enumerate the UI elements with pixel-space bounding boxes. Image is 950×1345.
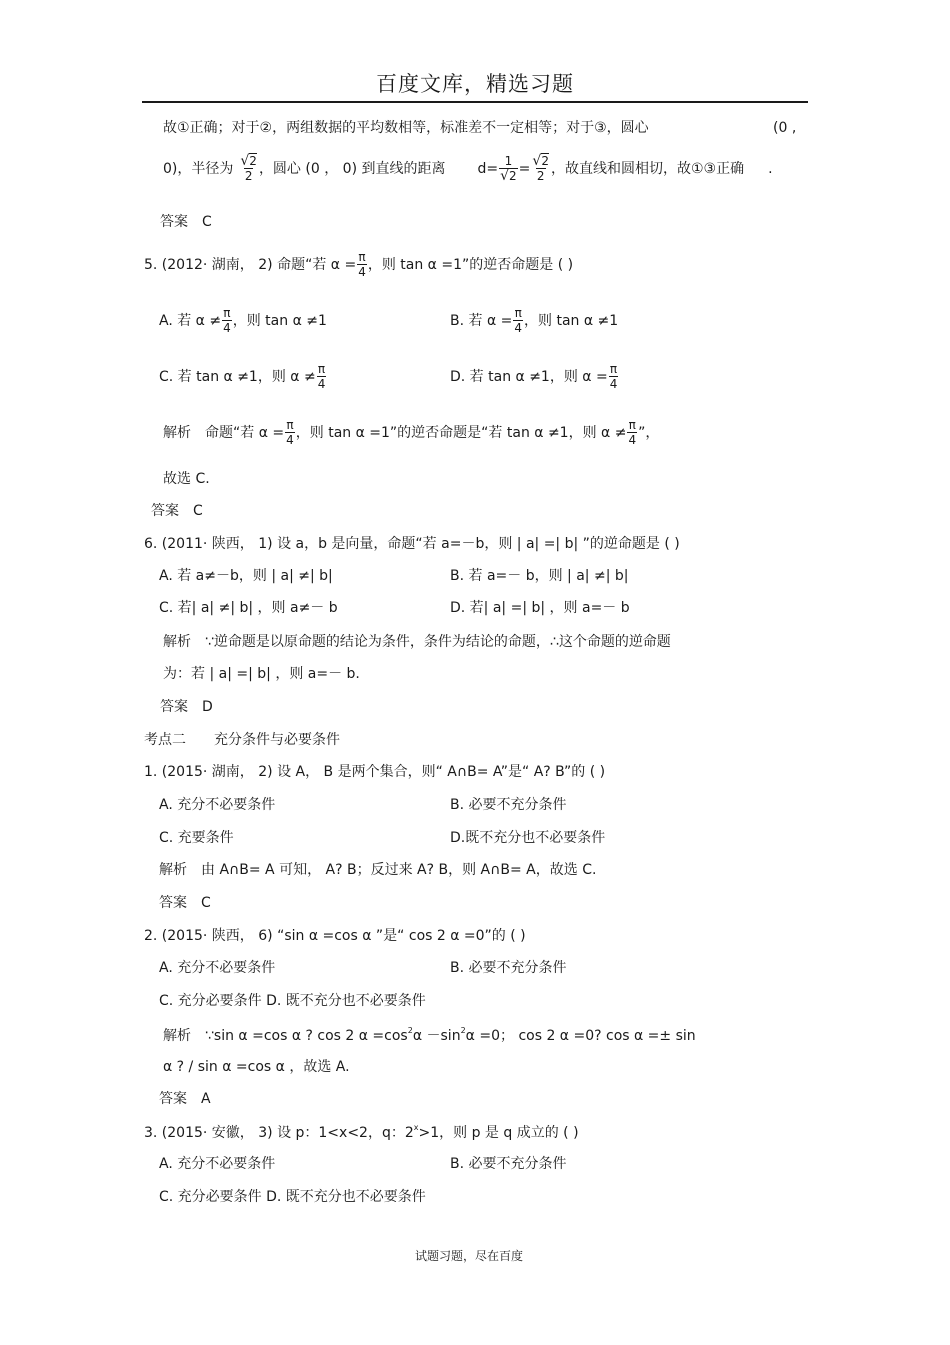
option-b [450, 306, 618, 335]
text-fragment: ，圆心 (0 ， 0) 到直线的距离 [258, 160, 446, 177]
explanation-line: 为：若 | a| =| b| ，则 a=－ b. [163, 666, 360, 682]
page-header-title: 百度文库，精选习题 [376, 72, 574, 96]
question-stem [144, 250, 573, 279]
text-fragment: B. 若 α = [450, 312, 513, 329]
option-a: A. 充分不必要条件 [159, 1156, 276, 1172]
question-stem: 1. (2015· 湖南， 2) 设 A， B 是两个集合，则“ A∩B= A”是“ A? B”的 ( ) [144, 764, 606, 780]
option-a: A. 若 a≠－b，则 | a| ≠| b| [159, 568, 333, 584]
text-fragment: ，则 tan α =1”的逆否命题是“若 tan α ≠1，则 α ≠ [295, 424, 627, 441]
question-stem: 2. (2015· 陕西， 6) “sin α =cos α ”是“ cos 2 α =0”的 ( ) [144, 928, 526, 944]
option-b: B. 必要不充分条件 [450, 960, 567, 976]
option-d [450, 362, 619, 391]
text-fragment: >1，则 p 是 q 成立的 ( ) [418, 1125, 579, 1141]
explanation-line [163, 418, 659, 447]
answer-line: 答案 C [159, 895, 211, 911]
question-stem [144, 1124, 579, 1140]
text-fragment: ，则 tan α ≠1 [524, 312, 619, 329]
option-c [159, 362, 327, 391]
answer-line: 答案 D [160, 699, 213, 715]
option-d: D. 若| a| =| b| ，则 a=－ b [450, 600, 630, 616]
text-fragment: ，故直线和圆相切，故①③正确 [550, 160, 745, 177]
text-fragment: 5. (2012· 湖南， 2) 命题“若 α = [144, 256, 357, 273]
fraction-pi-over-4: $\frac{\pi}{4}$ [628, 418, 637, 447]
fraction-1-over-sqrt2: $\frac{1}{√2}$ [500, 154, 517, 184]
option-c: C. 若| a| ≠| b| ，则 a≠－ b [159, 600, 338, 616]
options-c-d: C. 充分必要条件 D. 既不充分也不必要条件 [159, 993, 426, 1009]
fraction-pi-over-4: $\frac{\pi}{4}$ [514, 306, 523, 335]
text-fragment: 0)，半径为 [163, 160, 234, 177]
option-b: B. 必要不充分条件 [450, 797, 567, 813]
answer-line: 答案 A [159, 1091, 211, 1107]
text-fragment: A. 若 α ≠ [159, 312, 222, 329]
answer-line: 答案 C [160, 214, 212, 230]
option-b: B. 必要不充分条件 [450, 1156, 567, 1172]
option-a: A. 充分不必要条件 [159, 797, 276, 813]
superscript: 2 [460, 1026, 466, 1035]
superscript: x [413, 1123, 419, 1132]
text-fragment: D. 若 tan α ≠1，则 α = [450, 368, 608, 385]
question-stem: 6. (2011· 陕西， 1) 设 a，b 是向量，命题“若 a=－b，则 | a| =| b| ”的逆命题是 ( ) [144, 536, 680, 552]
header-divider [142, 101, 808, 103]
option-d: D.既不充分也不必要条件 [450, 830, 606, 846]
text-line: 故①正确；对于②，两组数据的平均数相等，标准差不一定相等；对于③，圆心 [163, 120, 649, 136]
page-footer: 试题习题，尽在百度 [414, 1249, 523, 1263]
text-fragment: ，则 tan α =1”的逆否命题是 ( ) [367, 256, 574, 273]
fraction-pi-over-4: $\frac{\pi}{4}$ [358, 250, 366, 279]
text-fragment: 解析 命题“若 α = [163, 424, 285, 441]
text-line: (0 , [773, 120, 797, 136]
explanation-line: 故选 C. [163, 471, 210, 487]
text-fragment: ”， [638, 424, 660, 441]
answer-line: 答案 C [151, 503, 203, 519]
text-fragment: 解析 ∵sin α =cos α ? cos 2 α =cos [163, 1028, 408, 1044]
fraction-pi-over-4: $\frac{\pi}{4}$ [317, 362, 326, 391]
options-c-d: C. 充分必要条件 D. 既不充分也不必要条件 [159, 1189, 426, 1205]
text-fragment: α =0； cos 2 α =0? cos α =± sin [465, 1028, 696, 1044]
explanation-line: α ? / sin α =cos α ，故选 A. [163, 1059, 350, 1075]
text-fragment: ，则 tan α ≠1 [232, 312, 327, 329]
text-fragment: C. 若 tan α ≠1，则 α ≠ [159, 368, 316, 385]
option-a: A. 充分不必要条件 [159, 960, 276, 976]
explanation-line: 解析 由 A∩B= A 可知， A? B；反过来 A? B，则 A∩B= A，故选 C. [159, 862, 597, 878]
text-fragment: 3. (2015· 安徽， 3) 设 p：1<x<2，q：2 [144, 1125, 414, 1141]
explanation-line [163, 1027, 696, 1043]
text-fragment: . [768, 160, 773, 177]
explanation-line: 解析 ∵逆命题是以原命题的结论为条件，条件为结论的命题，∴这个命题的逆命题 [163, 634, 671, 650]
text-fragment: α －sin [412, 1028, 461, 1044]
text-fragment: = [518, 160, 531, 177]
option-a [159, 306, 327, 335]
fraction-sqrt2-over-2: $\frac{√2}{2}$ [532, 153, 549, 183]
fraction-pi-over-4: $\frac{\pi}{4}$ [609, 362, 618, 391]
fraction-pi-over-4: $\frac{\pi}{4}$ [223, 306, 231, 335]
superscript: 2 [407, 1026, 413, 1035]
option-b: B. 若 a=－ b，则 | a| ≠| b| [450, 568, 629, 584]
text-fragment: d= [477, 160, 499, 177]
section-heading: 考点二 充分条件与必要条件 [144, 732, 340, 748]
fraction-pi-over-4: $\frac{\pi}{4}$ [286, 418, 294, 447]
option-c: C. 充要条件 [159, 830, 234, 846]
math-line [163, 154, 773, 183]
fraction-sqrt2-over-2: $\frac{√2}{2}$ [240, 153, 257, 183]
